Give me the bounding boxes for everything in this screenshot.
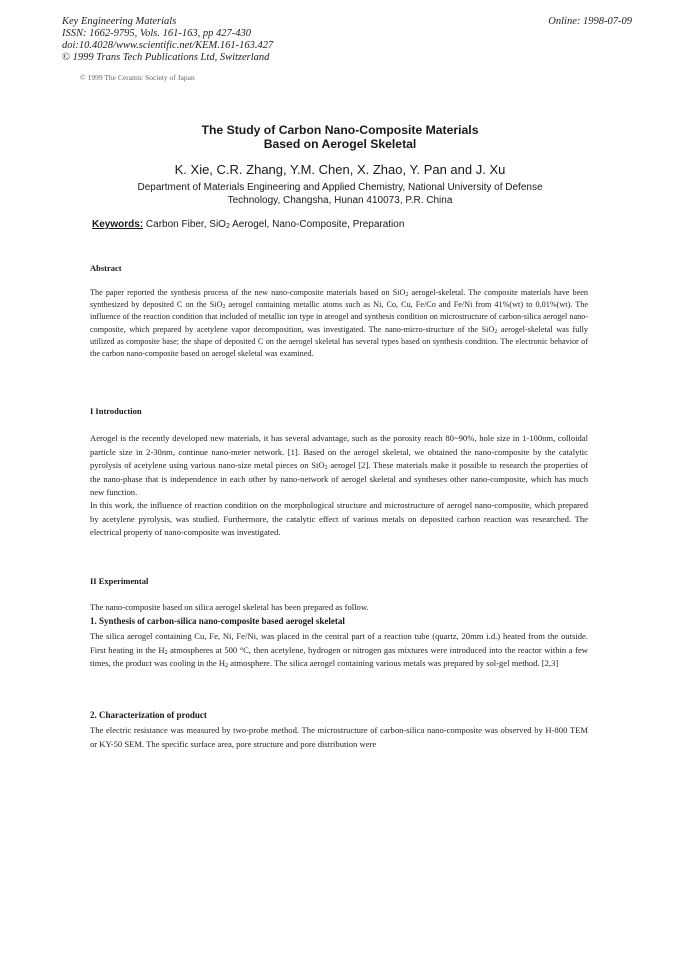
faded-society-text: © 1999 The Ceramic Society of Japan [80, 73, 195, 82]
publication-header [62, 16, 273, 64]
introduction-paragraph-2: In this work, the influence of reaction condition on the morphological structure and microstructure of aerogel nano-composite, which prepared by acetylene pyrolysis, was studied. Furthermore, the catalytic effect of various metals on deposited carbon reaction was researched. The electrical property of nano-composite was investigated. [90, 500, 588, 538]
characterization-paragraph: The electric resistance was measured by two-probe method. The microstructure of carbon-silica nano-composite was observed by H-800 TEM or KY-50 SEM. The specific surface area, pore structure and pore distribution were [90, 725, 588, 749]
issn-line: ISSN: 1662-9795, Vols. 161-163, pp 427-430 [62, 28, 251, 39]
abstract-text: The paper reported the synthesis process of the new nano-composite materials based on SiO$_2$ aerogel-skeletal. The composite materials have been synthesized by deposited C on the SiO$_2$ aerogel containing metallic atoms such as Ni, Co, Cu, Fe/Co and Fe/Ni from 41%(wt) to 0.01%(wt). The influence of the reaction condition that included of metallic ion type in areogel and synthesis condition on microstructure of carbon-silica aerogel nano-composite, which prepared by acetylene vapor decomposition, was investigated. The nano-micro-structure of the SiO$_2$ aerogel-skeletal was fully utilized as composite base; the shape of deposited C on the aerogel skeletal has several types based on synthesis condition. The electronic behavior of the carbon nano-composite based on aerogel skeletal was examined. [90, 288, 588, 359]
copyright-line: © 1999 Trans Tech Publications Ltd, Switzerland [62, 52, 270, 63]
title-line-1: The Study of Carbon Nano-Composite Materials [201, 123, 479, 137]
affiliation-line-2: Technology, Changsha, Hunan 410073, P.R. China [227, 194, 453, 206]
author-list: K. Xie, C.R. Zhang, Y.M. Chen, X. Zhao, Y. Pan and J. Xu [174, 162, 506, 177]
affiliation-line-1: Department of Materials Engineering and Applied Chemistry, National University of Defense [137, 182, 543, 193]
synthesis-subheading: 1. Synthesis of carbon-silica nano-composite based aerogel skeletal [90, 616, 345, 626]
paper-title [100, 123, 580, 151]
keywords-label: Keywords: [92, 219, 144, 230]
keywords-text: Carbon Fiber, SiO$_2$ Aerogel, Nano-Composite, Preparation [145, 219, 405, 230]
introduction-heading: I Introduction [90, 406, 142, 416]
faded-society-line [80, 67, 260, 87]
affiliation [80, 182, 600, 207]
keywords-line [92, 219, 404, 230]
doi-line: doi:10.4028/www.scientific.net/KEM.161-163.427 [62, 40, 274, 51]
experimental-intro: The nano-composite based on silica aerogel skeletal has been prepared as follow. [90, 602, 369, 612]
abstract-heading: Abstract [90, 263, 122, 273]
synthesis-paragraph: The silica aerogel containing Cu, Fe, Ni, Fe/Ni, was placed in the central part of a reaction tube (quartz, 20mm i.d.) heated from the outside. First heating in the $H_2$ atmospheres at 500 °C, then acetylene, hydrogen or nitrogen gas mixtures were introduced into the reactor within a few times, the product was cooling in the $H_2$ atmosphere. The silica aerogel containing various metals was prepared by sol-gel method. [2,3] [90, 631, 588, 670]
title-line-2: Based on Aerogel Skeletal [263, 137, 417, 151]
introduction-paragraph-1: Aerogel is the recently developed new materials, it has several advantage, such as the porosity reach 80~90%, hole size in 1-100nm, colloidal particle size in 2-30nm, continue nano-meter network. [1]. Based on the aerogel skeletal, we obtained the nano-composite by the catalytic pyrolysis of acetylene using various nano-size metal pieces on SiO$_2$ aerogel [2]. These materials make it possible to research the properties of the nano-phase that is independence in each other by nano-network of aerogel skeletal and syntheses other nano-composite, which has much new function. [90, 433, 589, 498]
online-date: Online: 1998-07-09 [548, 16, 632, 27]
characterization-subheading: 2. Characterization of product [90, 710, 207, 720]
experimental-heading: II Experimental [90, 576, 149, 586]
journal-name: Key Engineering Materials [62, 16, 177, 27]
